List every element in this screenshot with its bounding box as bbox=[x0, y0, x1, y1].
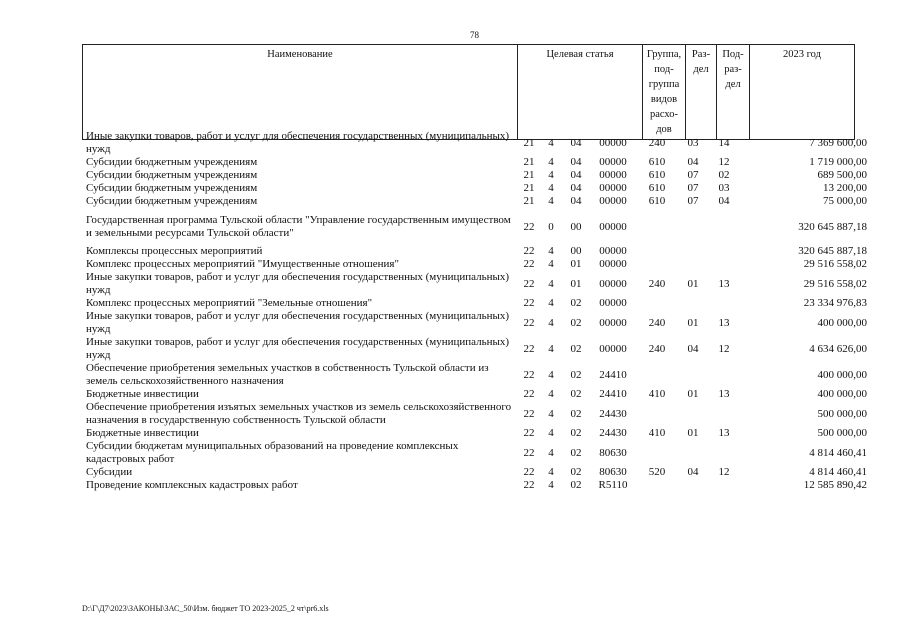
target-measure: 02 bbox=[570, 446, 582, 459]
target-program: 22 bbox=[523, 368, 535, 381]
target-direction: 00000 bbox=[599, 258, 627, 270]
subsection-code: 12 bbox=[718, 156, 730, 168]
subsection-code bbox=[708, 401, 740, 427]
table-row bbox=[82, 401, 873, 427]
subsection-code: 02 bbox=[718, 169, 730, 181]
amount-2023: 75 000,00 bbox=[823, 195, 867, 207]
target-subprogram: 4 bbox=[548, 388, 554, 400]
table-row bbox=[82, 362, 873, 388]
row-name: Субсидии bbox=[86, 466, 133, 478]
amount-2023: 500 000,00 bbox=[817, 427, 867, 439]
section-code: 04 bbox=[687, 156, 699, 168]
amount-2023: 4 634 626,00 bbox=[809, 342, 867, 355]
section-code: 01 bbox=[687, 277, 699, 290]
target-subprogram: 4 bbox=[548, 297, 554, 309]
subsection-code bbox=[708, 479, 740, 492]
target-subprogram: 4 bbox=[548, 316, 554, 329]
table-row bbox=[82, 427, 873, 440]
target-subprogram: 4 bbox=[548, 258, 554, 270]
expense-group: 610 bbox=[648, 182, 666, 194]
amount-2023: 4 814 460,41 bbox=[809, 466, 867, 478]
row-name: Комплекс процессных мероприятий "Имущественные отношения" bbox=[86, 258, 399, 270]
section-code: 03 bbox=[687, 136, 699, 149]
target-program: 22 bbox=[523, 407, 535, 420]
expense-group bbox=[636, 362, 678, 388]
expense-group bbox=[636, 258, 678, 271]
row-name: Государственная программа Тульской области "Управление государственным имуществом и земельными ресурсами Тульской области" bbox=[86, 214, 511, 239]
table-row bbox=[82, 211, 873, 243]
target-subprogram: 4 bbox=[548, 446, 554, 459]
target-measure: 02 bbox=[570, 316, 582, 329]
row-name: Комплексы процессных мероприятий bbox=[86, 245, 263, 257]
target-direction: 00000 bbox=[599, 169, 627, 181]
target-measure: 00 bbox=[570, 245, 582, 257]
target-program: 22 bbox=[523, 258, 535, 270]
subsection-code bbox=[708, 211, 740, 243]
target-direction: 00000 bbox=[599, 277, 627, 290]
amount-2023: 400 000,00 bbox=[817, 316, 867, 329]
header-group: Группа, под-группа видов расхо-дов bbox=[643, 45, 686, 140]
target-program: 21 bbox=[523, 169, 535, 181]
target-subprogram: 4 bbox=[548, 277, 554, 290]
row-name: Бюджетные инвестиции bbox=[86, 388, 199, 400]
target-direction: 24430 bbox=[599, 407, 627, 420]
header-year: 2023 год bbox=[750, 45, 855, 140]
subsection-code: 03 bbox=[718, 182, 730, 194]
amount-2023: 12 585 890,42 bbox=[803, 479, 867, 491]
table-row bbox=[82, 130, 873, 156]
target-program: 22 bbox=[523, 427, 535, 439]
amount-2023: 4 814 460,41 bbox=[809, 446, 867, 459]
subsection-code bbox=[708, 440, 740, 466]
target-direction: 00000 bbox=[599, 342, 627, 355]
row-name: Субсидии бюджетным учреждениям bbox=[86, 169, 258, 181]
target-program: 21 bbox=[523, 156, 535, 168]
header-subsection: Под-раз-дел bbox=[717, 45, 750, 140]
target-subprogram: 4 bbox=[548, 136, 554, 149]
table-row bbox=[82, 297, 873, 310]
amount-2023: 23 334 976,83 bbox=[803, 297, 867, 309]
table-row bbox=[82, 310, 873, 336]
target-program: 22 bbox=[523, 446, 535, 459]
table-row bbox=[82, 271, 873, 297]
expense-group: 240 bbox=[648, 136, 666, 149]
target-program: 22 bbox=[523, 220, 535, 233]
row-name: Субсидии бюджетным учреждениям bbox=[86, 195, 258, 207]
target-subprogram: 4 bbox=[548, 195, 554, 207]
header-section: Раз-дел bbox=[686, 45, 717, 140]
file-path-footer: D:\Г\Д7\2023\ЗАКОНЫ\ЗАС_50\Изм. бюджет ТО 2023-2025_2 чт\pr6.xls bbox=[82, 604, 329, 613]
amount-2023: 400 000,00 bbox=[817, 368, 867, 381]
target-direction: 80630 bbox=[599, 446, 627, 459]
subsection-code bbox=[708, 362, 740, 388]
target-measure: 02 bbox=[570, 342, 582, 355]
row-name: Иные закупки товаров, работ и услуг для обеспечения государственных (муниципальных) нужд bbox=[86, 310, 510, 335]
expense-group: 410 bbox=[648, 427, 666, 439]
row-name: Комплекс процессных мероприятий "Земельные отношения" bbox=[86, 297, 373, 309]
target-direction: 80630 bbox=[599, 466, 627, 478]
budget-table bbox=[82, 130, 873, 492]
subsection-code: 13 bbox=[718, 277, 730, 290]
subsection-code: 14 bbox=[718, 136, 730, 149]
section-code: 07 bbox=[687, 169, 699, 181]
table-row bbox=[82, 388, 873, 401]
subsection-code bbox=[708, 243, 740, 259]
target-subprogram: 0 bbox=[548, 220, 554, 233]
target-direction: 24410 bbox=[599, 388, 627, 400]
section-code: 01 bbox=[687, 316, 699, 329]
target-program: 22 bbox=[523, 245, 535, 257]
section-code: 01 bbox=[687, 388, 699, 400]
target-measure: 00 bbox=[570, 220, 582, 233]
expense-group: 610 bbox=[648, 169, 666, 181]
target-subprogram: 4 bbox=[548, 169, 554, 181]
target-direction: 24410 bbox=[599, 368, 627, 381]
target-program: 22 bbox=[523, 479, 535, 491]
subsection-code: 12 bbox=[718, 466, 730, 478]
subsection-code: 13 bbox=[718, 388, 730, 400]
target-subprogram: 4 bbox=[548, 182, 554, 194]
target-measure: 02 bbox=[570, 388, 582, 400]
row-name: Иные закупки товаров, работ и услуг для обеспечения государственных (муниципальных) нужд bbox=[86, 130, 510, 155]
header-target: Целевая статья bbox=[518, 45, 643, 140]
target-measure: 02 bbox=[570, 479, 582, 491]
target-measure: 04 bbox=[570, 182, 582, 194]
expense-group bbox=[636, 479, 678, 492]
section-code bbox=[678, 479, 708, 492]
target-subprogram: 4 bbox=[548, 245, 554, 257]
target-subprogram: 4 bbox=[548, 342, 554, 355]
target-subprogram: 4 bbox=[548, 479, 554, 491]
subsection-code: 12 bbox=[718, 342, 730, 355]
subsection-code bbox=[708, 258, 740, 271]
section-code bbox=[678, 211, 708, 243]
target-program: 21 bbox=[523, 195, 535, 207]
amount-2023: 7 369 600,00 bbox=[809, 136, 867, 149]
subsection-code bbox=[708, 297, 740, 310]
section-code bbox=[678, 362, 708, 388]
target-measure: 02 bbox=[570, 427, 582, 439]
header-name: Наименование bbox=[83, 45, 518, 140]
section-code: 07 bbox=[687, 182, 699, 194]
subsection-code: 13 bbox=[718, 316, 730, 329]
target-subprogram: 4 bbox=[548, 407, 554, 420]
amount-2023: 320 645 887,18 bbox=[798, 220, 867, 233]
section-code: 01 bbox=[687, 427, 699, 439]
target-direction: 00000 bbox=[599, 220, 627, 233]
amount-2023: 320 645 887,18 bbox=[798, 245, 867, 257]
target-program: 21 bbox=[523, 136, 535, 149]
target-measure: 04 bbox=[570, 156, 582, 168]
row-name: Обеспечение приобретения изъятых земельных участков из земель сельскохозяйственного назначения в государственную собственность Тульской области bbox=[86, 401, 512, 426]
target-measure: 04 bbox=[570, 195, 582, 207]
section-code bbox=[678, 258, 708, 271]
expense-group bbox=[636, 440, 678, 466]
target-measure: 01 bbox=[570, 258, 582, 270]
target-program: 22 bbox=[523, 466, 535, 478]
expense-group bbox=[636, 297, 678, 310]
row-name: Обеспечение приобретения земельных участков в собственность Тульской области из земель сельскохозяйственного назначения bbox=[86, 362, 489, 387]
target-subprogram: 4 bbox=[548, 156, 554, 168]
amount-2023: 689 500,00 bbox=[817, 169, 867, 181]
table-row bbox=[82, 156, 873, 169]
expense-group: 410 bbox=[648, 388, 666, 400]
row-name: Субсидии бюджетным учреждениям bbox=[86, 182, 258, 194]
section-code: 04 bbox=[687, 466, 699, 478]
expense-group bbox=[636, 243, 678, 259]
row-name: Субсидии бюджетным учреждениям bbox=[86, 156, 258, 168]
target-direction: 00000 bbox=[599, 245, 627, 257]
expense-group bbox=[636, 211, 678, 243]
table-row bbox=[82, 243, 873, 259]
row-name: Иные закупки товаров, работ и услуг для обеспечения государственных (муниципальных) нужд bbox=[86, 271, 510, 296]
table-row bbox=[82, 195, 873, 211]
table-row bbox=[82, 479, 873, 492]
target-program: 22 bbox=[523, 388, 535, 400]
expense-group: 610 bbox=[648, 156, 666, 168]
target-direction: 00000 bbox=[599, 156, 627, 168]
section-code: 07 bbox=[687, 195, 699, 207]
target-direction: 00000 bbox=[599, 182, 627, 194]
target-program: 22 bbox=[523, 342, 535, 355]
target-subprogram: 4 bbox=[548, 427, 554, 439]
target-direction: R5110 bbox=[598, 479, 628, 491]
table-row bbox=[82, 336, 873, 362]
target-measure: 02 bbox=[570, 368, 582, 381]
row-name: Бюджетные инвестиции bbox=[86, 427, 199, 439]
target-program: 22 bbox=[523, 297, 535, 309]
target-program: 22 bbox=[523, 316, 535, 329]
subsection-code: 04 bbox=[718, 195, 730, 207]
target-measure: 02 bbox=[570, 466, 582, 478]
target-measure: 02 bbox=[570, 407, 582, 420]
target-direction: 00000 bbox=[599, 195, 627, 207]
target-measure: 04 bbox=[570, 169, 582, 181]
page-number: 78 bbox=[470, 30, 479, 40]
amount-2023: 29 516 558,02 bbox=[803, 277, 867, 290]
amount-2023: 400 000,00 bbox=[817, 388, 867, 400]
target-subprogram: 4 bbox=[548, 368, 554, 381]
target-measure: 04 bbox=[570, 136, 582, 149]
amount-2023: 13 200,00 bbox=[823, 182, 867, 194]
table-row bbox=[82, 258, 873, 271]
table-row bbox=[82, 169, 873, 182]
target-direction: 00000 bbox=[599, 136, 627, 149]
target-subprogram: 4 bbox=[548, 466, 554, 478]
row-name: Проведение комплексных кадастровых работ bbox=[86, 479, 298, 491]
table-row bbox=[82, 440, 873, 466]
target-program: 22 bbox=[523, 277, 535, 290]
expense-group: 240 bbox=[648, 316, 666, 329]
target-direction: 00000 bbox=[599, 297, 627, 309]
expense-group: 610 bbox=[648, 195, 666, 207]
subsection-code: 13 bbox=[718, 427, 730, 439]
row-name: Субсидии бюджетам муниципальных образований на проведение комплексных кадастровых работ bbox=[86, 440, 459, 465]
row-name: Иные закупки товаров, работ и услуг для обеспечения государственных (муниципальных) нужд bbox=[86, 336, 510, 361]
expense-group: 240 bbox=[648, 342, 666, 355]
expense-group bbox=[636, 401, 678, 427]
table-header bbox=[82, 44, 855, 140]
target-direction: 24430 bbox=[599, 427, 627, 439]
section-code bbox=[678, 401, 708, 427]
section-code: 04 bbox=[687, 342, 699, 355]
amount-2023: 500 000,00 bbox=[817, 407, 867, 420]
amount-2023: 29 516 558,02 bbox=[803, 258, 867, 270]
section-code bbox=[678, 243, 708, 259]
expense-group: 520 bbox=[648, 466, 666, 478]
table-row bbox=[82, 182, 873, 195]
section-code bbox=[678, 440, 708, 466]
target-program: 21 bbox=[523, 182, 535, 194]
target-direction: 00000 bbox=[599, 316, 627, 329]
target-measure: 02 bbox=[570, 297, 582, 309]
expense-group: 240 bbox=[648, 277, 666, 290]
amount-2023: 1 719 000,00 bbox=[809, 156, 867, 168]
table-row bbox=[82, 466, 873, 479]
target-measure: 01 bbox=[570, 277, 582, 290]
section-code bbox=[678, 297, 708, 310]
